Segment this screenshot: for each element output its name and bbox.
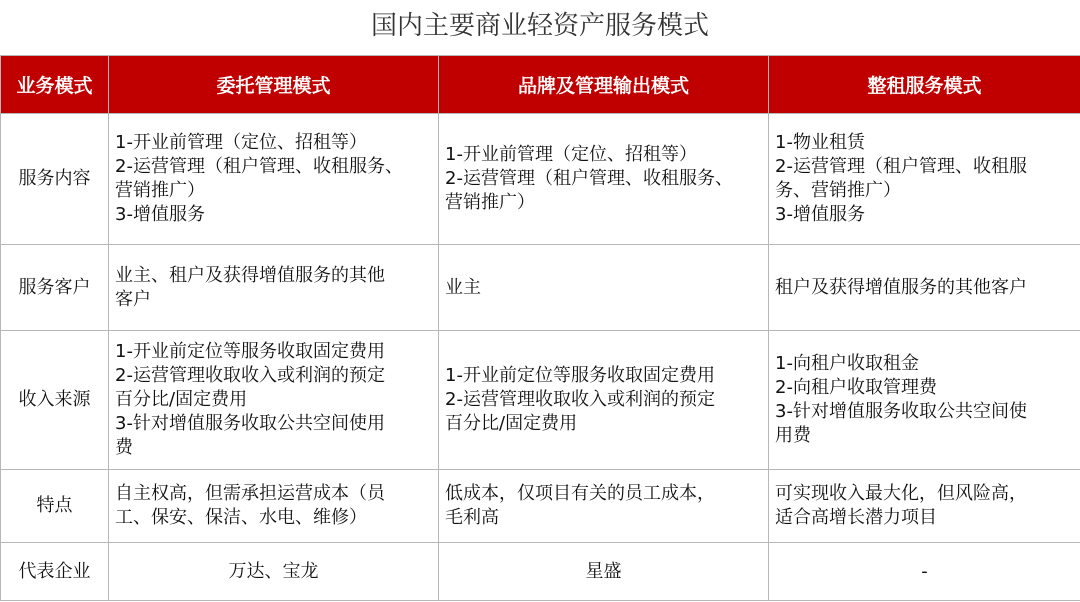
cell-line: 自主权高，但需承担运营成本（员 bbox=[115, 483, 385, 504]
cell-line: 营销推广） bbox=[445, 192, 535, 213]
service-model-table bbox=[0, 55, 1080, 601]
cell-line: 1-物业租赁 bbox=[775, 132, 865, 153]
header-master-lease: 整租服务模式 bbox=[769, 56, 1080, 114]
cell-line: 毛利高 bbox=[445, 507, 499, 528]
cell-line: 2-运营管理（租户管理、收租服务、 bbox=[445, 168, 733, 189]
row-label-companies: 代表企业 bbox=[1, 543, 109, 601]
table-row bbox=[1, 245, 1080, 331]
cell-line: 百分比/固定费用 bbox=[445, 413, 578, 434]
cell-line: 业主 bbox=[445, 276, 481, 298]
cell-line: 务、营销推广） bbox=[775, 180, 901, 201]
row-label-customers: 服务客户 bbox=[1, 245, 109, 331]
cell-line: 客户 bbox=[115, 288, 151, 310]
cell-revenue-lease bbox=[769, 331, 1080, 470]
cell-revenue-brand bbox=[439, 331, 769, 470]
cell-line: 1-开业前定位等服务收取固定费用 bbox=[445, 365, 715, 386]
cell-line: 用费 bbox=[775, 425, 811, 446]
cell-line: 营销推广） bbox=[115, 180, 205, 201]
cell-customers-lease bbox=[769, 245, 1080, 331]
cell-line: 低成本，仅项目有关的员工成本， bbox=[445, 483, 715, 504]
cell-line: 1-开业前定位等服务收取固定费用 bbox=[115, 341, 385, 362]
cell-line: 3-增值服务 bbox=[775, 204, 865, 225]
cell-line: 3-增值服务 bbox=[115, 204, 205, 225]
cell-line: 业主、租户及获得增值服务的其他 bbox=[115, 264, 385, 286]
cell-customers-brand bbox=[439, 245, 769, 331]
cell-service-content-entrusted bbox=[109, 114, 439, 245]
cell-companies-brand: 星盛 bbox=[439, 543, 769, 601]
cell-line: 工、保安、保洁、水电、维修） bbox=[115, 507, 367, 528]
cell-line: 1-向租户收取租金 bbox=[775, 353, 919, 374]
cell-line: 租户及获得增值服务的其他客户 bbox=[775, 276, 1027, 298]
cell-line: 适合高增长潜力项目 bbox=[775, 507, 937, 528]
cell-line: 2-运营管理收取收入或利润的预定 bbox=[115, 365, 385, 386]
cell-line: 可实现收入最大化，但风险高， bbox=[775, 483, 1027, 504]
cell-customers-entrusted bbox=[109, 245, 439, 331]
cell-revenue-entrusted bbox=[109, 331, 439, 470]
header-entrusted-management: 委托管理模式 bbox=[109, 56, 439, 114]
cell-line: 2-运营管理（租户管理、收租服务、 bbox=[115, 156, 403, 177]
table-row bbox=[1, 114, 1080, 245]
cell-line: 1-开业前管理（定位、招租等） bbox=[115, 132, 367, 153]
table-row bbox=[1, 331, 1080, 470]
cell-line: 2-向租户收取管理费 bbox=[775, 377, 937, 398]
table-row bbox=[1, 543, 1080, 601]
row-label-features: 特点 bbox=[1, 470, 109, 543]
cell-line: 3-针对增值服务收取公共空间使 bbox=[775, 401, 1027, 422]
header-business-model: 业务模式 bbox=[1, 56, 109, 114]
page-title: 国内主要商业轻资产服务模式 bbox=[370, 11, 709, 41]
cell-features-brand bbox=[439, 470, 769, 543]
cell-companies-entrusted: 万达、宝龙 bbox=[109, 543, 439, 601]
cell-service-content-brand bbox=[439, 114, 769, 245]
table-row bbox=[1, 470, 1080, 543]
row-label-service-content: 服务内容 bbox=[1, 114, 109, 245]
header-brand-management-output: 品牌及管理输出模式 bbox=[439, 56, 769, 114]
cell-features-entrusted bbox=[109, 470, 439, 543]
cell-line: 百分比/固定费用 bbox=[115, 389, 248, 410]
cell-line: 费 bbox=[115, 437, 133, 458]
cell-line: 2-运营管理收取收入或利润的预定 bbox=[445, 389, 715, 410]
cell-features-lease bbox=[769, 470, 1080, 543]
cell-line: 3-针对增值服务收取公共空间使用 bbox=[115, 413, 385, 434]
cell-service-content-lease bbox=[769, 114, 1080, 245]
table-header-row bbox=[1, 56, 1080, 114]
cell-companies-lease: - bbox=[769, 543, 1080, 601]
cell-line: 1-开业前管理（定位、招租等） bbox=[445, 144, 697, 165]
row-label-revenue: 收入来源 bbox=[1, 331, 109, 470]
cell-line: 2-运营管理（租户管理、收租服 bbox=[775, 156, 1027, 177]
